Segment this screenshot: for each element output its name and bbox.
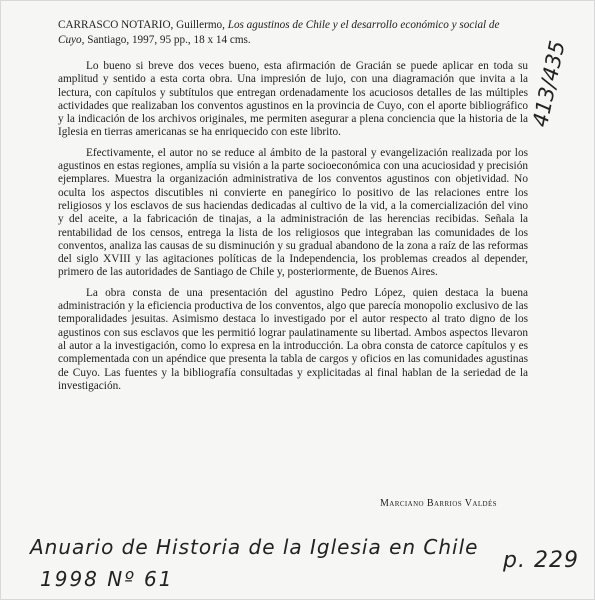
handwritten-page-number: p. 229 (503, 548, 579, 573)
publication-details: Santiago, 1997, 95 pp., 18 x 14 cms. (87, 34, 251, 46)
review-body (58, 60, 528, 400)
bibliographic-header (58, 18, 528, 48)
book-title: Los agustinos de Chile y el desarrollo económico y social de Cuyo, (58, 19, 500, 46)
paragraph-3: La obra consta de una presentación del agustino Pedro López, quien destaca la buena administración y la eficiencia productiva de los conventos, algo que parecía monopolio exclusivo de las temporalidades jesuitas. Asimismo destaca lo investigado por el autor respecto al trato digno de los agustinos con sus esclavos que les permitió lograr paulatinamente su libertad. Ambos aspectos llevaron al autor a la investigación, como lo expresa en la introducción. La obra consta de catorce capítulos y es complementada con un apéndice que presenta la tabla de cargos y oficios en las comunidades agustinas de Cuyo. Las fuentes y la bibliografía consultadas y explicitadas al final hablan de la seriedad de la investigación. (58, 286, 528, 392)
author-name: CARRASCO NOTARIO, Guillermo, (58, 19, 225, 31)
handwritten-source-note: Anuario de Historia de la Iglesia en Chile (30, 535, 479, 559)
handwritten-side-note: 413/435 (528, 38, 570, 129)
reviewer-signature: Marciano Barrios Valdés (380, 498, 497, 509)
handwritten-year-issue: 1998 Nº 61 (40, 567, 174, 591)
paragraph-2: Efectivamente, el autor no se reduce al ámbito de la pastoral y evangelización realizada por los agustinos en estas regiones, amplía su visión a la parte socioeconómica con una acuciosidad y precisión ejemplares. Muestra la organización administrativa de los conventos agustinos con objetividad. No oculta los aspectos discutibles ni convierte en panegírico lo positivo de las relaciones entre los religiosos y los esclavos de sus haciendas dedicadas al cultivo de la vid, a la comercialización del vino y del aceite, a la fabricación de tinajas, a la administración de las herencias recibidas. Señala la rentabilidad de los censos, entrega la lista de los religiosos que integraban las comunidades de los conventos, analiza las causas de su disminución y su gradual abandono de la zona a raíz de las reformas del siglo XVIII y las agitaciones políticas de la Independencia, los problemas creados al depender, primero de las autoridades de Santiago de Chile y, posteriormente, de Buenos Aires. (58, 146, 528, 279)
paragraph-1: Lo bueno si breve dos veces bueno, esta afirmación de Gracián se puede aplicar en toda su amplitud y sentido a esta corta obra. Una impresión de lujo, con una diagramación que invita a la lectura, con capítulos y subtítulos que entregan ordenadamente los acuciosos detalles de las múltiples actividades que realizaban los conventos agustinos en la provincia de Cuyo, con el aporte bibliográfico y la indicación de los archivos originales, me permiten asegurar a plena conciencia que la historia de la Iglesia en tierras americanas se ha enriquecido con este librito. (58, 60, 528, 139)
